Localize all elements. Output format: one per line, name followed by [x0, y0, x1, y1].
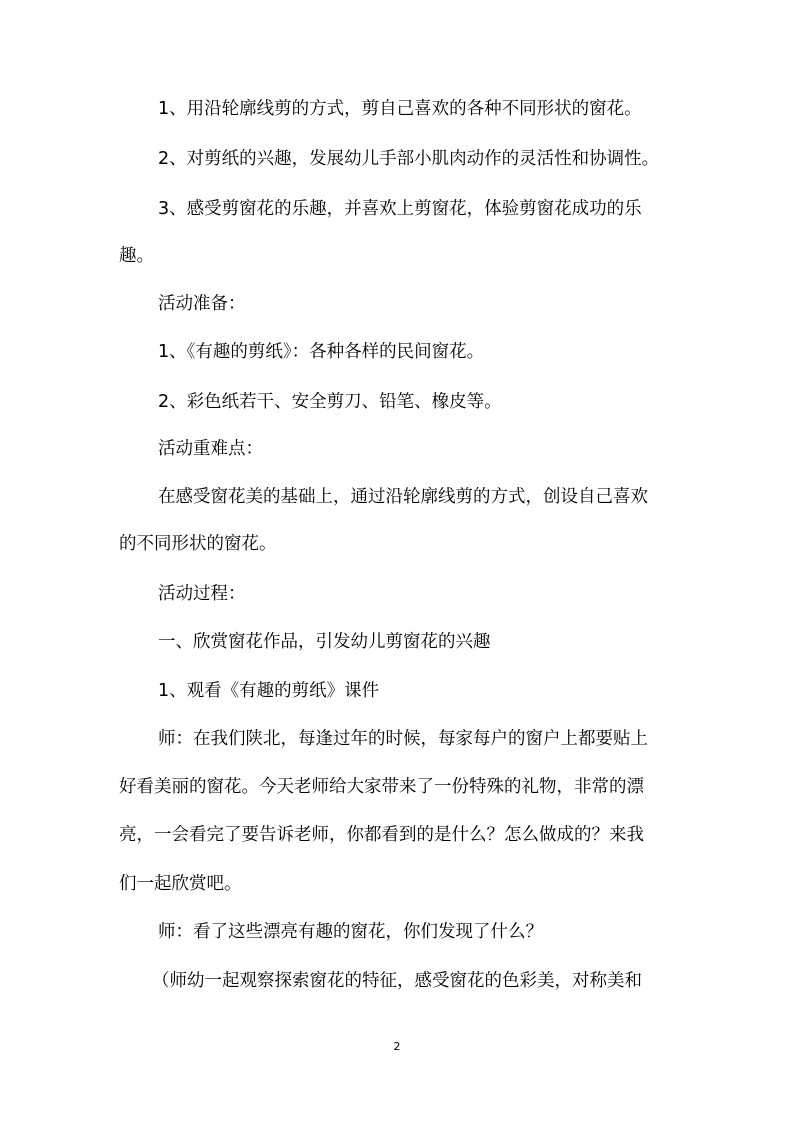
key-points-text-continued: 的不同形状的窗花。: [119, 534, 277, 554]
objective-2: 2、对剪纸的兴趣，发展幼儿手部小肌肉动作的灵活性和协调性。: [158, 149, 660, 169]
teacher-dialogue-line: 好看美丽的窗花。今天老师给大家带来了一份特殊的礼物，非常的漂: [119, 777, 644, 797]
process-step-heading: 一、欣赏窗花作品，引发幼儿剪窗花的兴趣: [158, 632, 491, 652]
key-points-text: 在感受窗花美的基础上，通过沿轮廓线剪的方式，创设自己喜欢: [158, 487, 648, 507]
observation-note: （师幼一起观察探索窗花的特征，感受窗花的色彩美，对称美和: [152, 971, 642, 991]
section-heading-preparation: 活动准备：: [158, 294, 246, 314]
preparation-item-1: 1、《有趣的剪纸》：各种各样的民间窗花。: [158, 342, 485, 362]
page-number: 2: [393, 1040, 401, 1053]
objective-3-continued: 趣。: [119, 246, 154, 266]
process-substep-1: 1、观看《有趣的剪纸》课件: [158, 681, 380, 701]
objective-1: 1、用沿轮廓线剪的方式，剪自己喜欢的各种不同形状的窗花。: [158, 99, 642, 119]
section-heading-key-points: 活动重难点：: [158, 439, 263, 459]
teacher-dialogue-line: 亮，一会看完了要告诉老师，你都看到的是什么？怎么做成的？来我: [119, 825, 644, 845]
teacher-dialogue-line: 们一起欣赏吧。: [119, 874, 242, 894]
preparation-item-2: 2、彩色纸若干、安全剪刀、铅笔、橡皮等。: [158, 392, 502, 412]
teacher-question: 师：看了这些漂亮有趣的窗花，你们发现了什么？: [158, 922, 543, 942]
objective-3: 3、感受剪窗花的乐趣，并喜欢上剪窗花，体验剪窗花成功的乐: [158, 199, 642, 219]
teacher-dialogue-line: 师：在我们陕北，每逢过年的时候，每家每户的窗户上都要贴上: [158, 729, 648, 749]
section-heading-process: 活动过程：: [158, 584, 246, 604]
